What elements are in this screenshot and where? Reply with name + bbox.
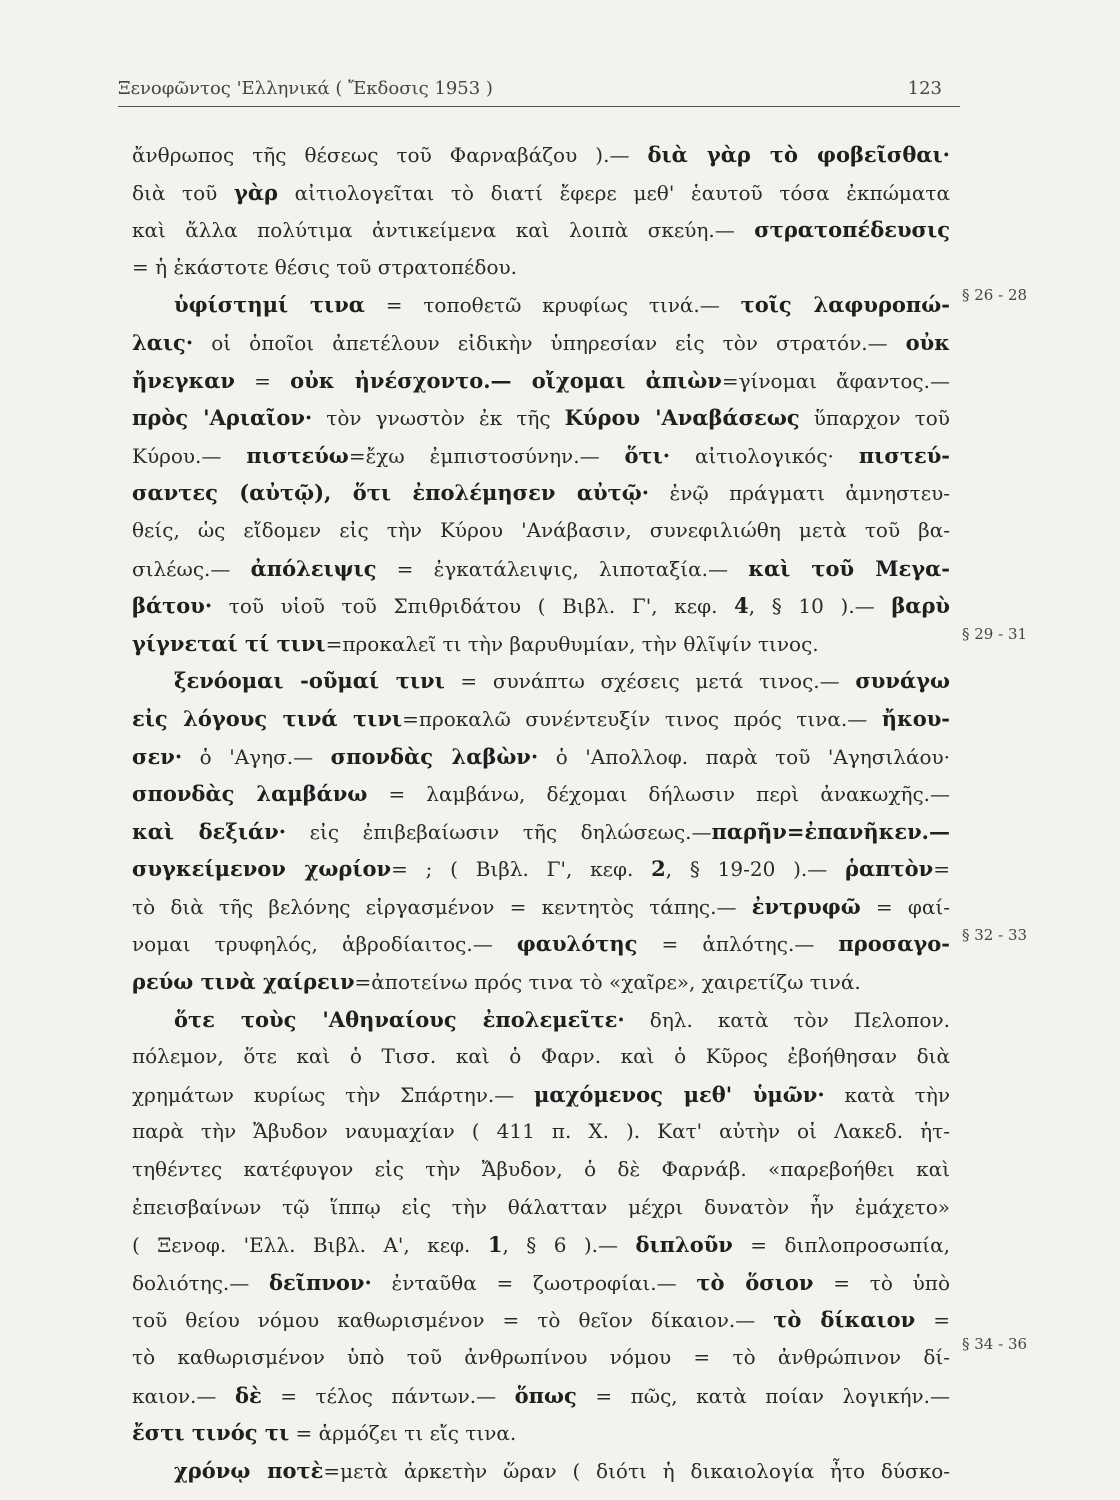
text-line: θείς, ὡς εἴδομεν εἰς τὴν Κύρου 'Ανάβασιν, συνεφιλιώθη μετὰ τοῦ βα-: [132, 517, 950, 542]
text-line: Κύρου.— πιστεύω=ἔχω ἐμπιστοσύνην.— ὅτι· αἰτιολογικός· πιστεύ-: [132, 442, 950, 468]
margin-ref: § 26 - 28: [962, 286, 1028, 304]
text-line: διὰ τοῦ γὰρ αἰτιολογεῖται τὸ διατί ἔφερε μεθ' ἑαυτοῦ τόσα ἐκπώματα: [132, 179, 950, 205]
text-line: καὶ ἄλλα πολύτιμα ἀντικείμενα καὶ λοιπὰ σκεύη.— στρατοπέδευσις: [132, 217, 950, 243]
text-line: ρεύω τινὰ χαίρειν=ἀποτείνω πρός τινα τὸ «χαῖρε», χαιρετίζω τινά.: [132, 969, 861, 995]
text-line: εἰς λόγους τινά τινι=προκαλῶ συνέντευξίν τινος πρός τινα.— ἤκου-: [132, 705, 950, 731]
text-line: ἔστι τινός τι = ἁρμόζει τι εἴς τινα.: [132, 1420, 517, 1446]
text-line: παρὰ τὴν Ἄβυδον ναυμαχίαν ( 411 π. Χ. ). Κατ' αὐτὴν οἱ Λακεδ. ἡτ-: [132, 1119, 950, 1144]
text-line: σεν· ὁ 'Αγησ.— σπονδὰς λαβὼν· ὁ 'Απολλοφ. παρὰ τοῦ 'Αγησιλάου·: [132, 743, 950, 769]
text-line: χρόνῳ ποτὲ=μετὰ ἀρκετὴν ὥραν ( διότι ἡ δικαιολογία ἦτο δύσκο-: [174, 1457, 950, 1483]
text-line: = ἡ ἑκάστοτε θέσις τοῦ στρατοπέδου.: [132, 254, 517, 279]
text-line: πρὸς 'Αριαῖον· τὸν γνωστὸν ἐκ τῆς Κύρου 'Αναβάσεως ὕπαρχον τοῦ: [132, 405, 950, 431]
margin-ref: § 34 - 36: [962, 1335, 1028, 1353]
running-header: [118, 76, 960, 107]
text-line: ἤνεγκαν = οὐκ ἠνέσχοντο.— οἴχομαι ἀπιὼν=γίνομαι ἄφαντος.—: [132, 367, 950, 393]
text-line: ἐπεισβαίνων τῷ ἵππῳ εἰς τὴν θάλατταν μέχρι δυνατὸν ἦν ἐμάχετο»: [132, 1194, 950, 1219]
text-line: τὸ διὰ τῆς βελόνης εἰργασμένον = κεντητὸς τάπης.— ἐντρυφῶ = φαί-: [132, 893, 950, 919]
text-line: καὶ δεξιάν· εἰς ἐπιβεβαίωσιν τῆς δηλώσεως.—παρῆν=ἐπανῆκεν.—: [132, 818, 950, 844]
text-line: γίγνεταί τί τινι=προκαλεῖ τι τὴν βαρυθυμίαν, τὴν θλῖψίν τινος.: [132, 630, 819, 656]
text-line: βάτου· τοῦ υἱοῦ τοῦ Σπιθριδάτου ( Βιβλ. Γ', κεφ. 4, § 10 ).— βαρὺ: [132, 593, 950, 619]
text-line: τηθέντες κατέφυγον εἰς τὴν Ἄβυδον, ὁ δὲ Φαρνάβ. «παρεβοήθει καὶ: [132, 1157, 950, 1182]
text-line: τὸ καθωρισμένον ὑπὸ τοῦ ἀνθρωπίνου νόμου = τὸ ἀνθρώπινον δί-: [132, 1345, 950, 1369]
text-line: σπονδὰς λαμβάνω = λαμβάνω, δέχομαι δήλωσιν περὶ ἀνακωχῆς.—: [132, 781, 950, 807]
text-line: καιον.— δὲ = τέλος πάντων.— ὅπως = πῶς, κατὰ ποίαν λογικήν.—: [132, 1382, 950, 1408]
text-line: ὑφίστημί τινα = τοποθετῶ κρυφίως τινά.— τοῖς λαφυροπώ-: [174, 292, 950, 318]
text-line: ἄνθρωπος τῆς θέσεως τοῦ Φαρναβάζου ).— διὰ γὰρ τὸ φοβεῖσθαι·: [132, 142, 950, 167]
margin-ref: § 29 - 31: [962, 625, 1028, 643]
text-line: λαις· οἱ ὁποῖοι ἀπετέλουν εἰδικὴν ὑπηρεσίαν εἰς τὸν στρατόν.— οὐκ: [132, 329, 950, 355]
text-line: ὅτε τοὺς 'Αθηναίους ἐπολεμεῖτε· δηλ. κατὰ τὸν Πελοπον.: [174, 1006, 950, 1032]
text-line: δολιότης.— δεῖπνον· ἐνταῦθα = ζωοτροφίαι.— τὸ ὅσιον = τὸ ὑπὸ: [132, 1269, 950, 1295]
text-line: πόλεμον, ὅτε καὶ ὁ Τισσ. καὶ ὁ Φαρν. καὶ ὁ Κῦρος ἐβοήθησαν διὰ: [132, 1044, 950, 1069]
text-line: ( Ξενοφ. 'Ελλ. Βιβλ. Α', κεφ. 1, § 6 ).— διπλοῦν = διπλοπροσωπία,: [132, 1232, 950, 1258]
text-line: ξενόομαι -οῦμαί τινι = συνάπτω σχέσεις μετά τινος.— συνάγω: [174, 668, 950, 694]
text-line: συγκείμενον χωρίον= ; ( Βιβλ. Γ', κεφ. 2, § 19-20 ).— ῥαπτὸν=: [132, 856, 950, 882]
text-line: τοῦ θείου νόμου καθωρισμένον = τὸ θεῖον δίκαιον.— τὸ δίκαιον =: [132, 1307, 950, 1333]
text-line: χρημάτων κυρίως τὴν Σπάρτην.— μαχόμενος μεθ' ὑμῶν· κατὰ τὴν: [132, 1081, 950, 1107]
header-title: Ξενοφῶντος 'Ελληνικά ( Ἔκδοσις 1953 ): [118, 78, 493, 99]
text-line: σαντες (αὐτῷ), ὅτι ἐπολέμησεν αὐτῷ· ἐνῷ πράγματι ἀμνηστευ-: [132, 480, 950, 506]
text-line: νομαι τρυφηλός, ἁβροδίαιτος.— φαυλότης = ἁπλότης.— προσαγο-: [132, 931, 950, 957]
page-body: [132, 136, 950, 1489]
margin-ref: § 32 - 33: [962, 926, 1028, 944]
page-number: 123: [907, 78, 942, 99]
text-line: σιλέως.— ἀπόλειψις = ἐγκατάλειψις, λιποταξία.— καὶ τοῦ Μεγα-: [132, 555, 950, 581]
